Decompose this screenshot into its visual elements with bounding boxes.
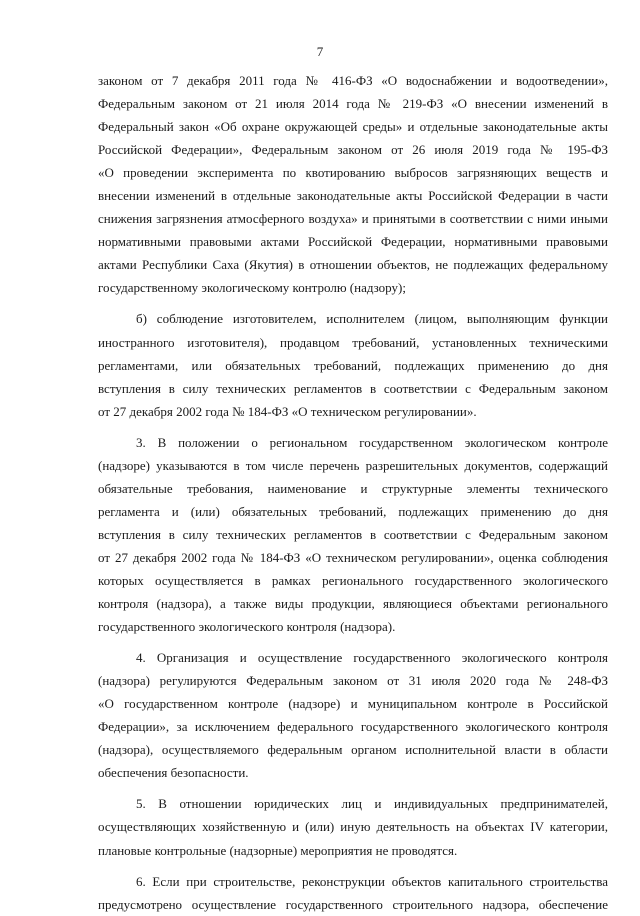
text-line: (надзора), осуществляемого федеральным органом исполнительной власти в области bbox=[98, 742, 608, 758]
text-line: Российской Федерации», Федеральным законом от 26 июля 2019 года № 195-ФЗ bbox=[98, 142, 608, 158]
text-line: от 27 декабря 2002 года № 184-ФЗ «О техническом регулировании». bbox=[98, 403, 477, 419]
paragraph-gap bbox=[98, 784, 608, 792]
page-number: 7 bbox=[316, 44, 324, 59]
text-line: государственного экологического контроля (надзора). bbox=[98, 619, 396, 635]
text-line: внесении изменений в отдельные законодательные акты Российской Федерации в части bbox=[98, 188, 608, 204]
text-line: нормативными правовыми актами Российской Федерации, нормативными правовыми bbox=[98, 234, 608, 250]
text-line: иностранного изготовителя), продавцом требований, установленных техническими bbox=[98, 334, 608, 350]
text-line: вступления в силу технических регламентов в соответствии с Федеральным законом bbox=[98, 526, 608, 542]
text-line: б) соблюдение изготовителем, исполнителем (лицом, выполняющим функции bbox=[136, 311, 608, 327]
text-line: «О государственном контроле (надзоре) и муниципальном контроле в Российской bbox=[98, 696, 608, 712]
paragraph-gap bbox=[98, 423, 608, 431]
text-line: Федерации», за исключением федерального государственного экологического контроля bbox=[98, 719, 608, 735]
text-line: осуществляющих хозяйственную и (или) иную деятельность на объектах IV категории, bbox=[98, 819, 608, 835]
document-body bbox=[98, 69, 608, 916]
text-line: плановые контрольные (надзорные) мероприятия не проводятся. bbox=[98, 842, 458, 858]
paragraph-gap bbox=[98, 862, 608, 870]
text-line: законом от 7 декабря 2011 года № 416-ФЗ «О водоснабжении и водоотведении», bbox=[98, 73, 608, 88]
text-line: Федеральный закон «Об охране окружающей среды» и отдельные законодательные акты bbox=[98, 119, 608, 135]
text-line: 4. Организация и осуществление государственного экологического контроля bbox=[136, 650, 608, 666]
text-line: (надзора) регулируются Федеральным законом от 31 июля 2020 года № 248-ФЗ bbox=[98, 673, 608, 689]
text-line: регламентами, или обязательных требований, подлежащих применению до дня bbox=[98, 357, 608, 373]
text-line: 5. В отношении юридических лиц и индивидуальных предпринимателей, bbox=[136, 796, 608, 812]
text-line: государственному экологическому контролю (надзору); bbox=[98, 280, 406, 296]
text-line: обязательные требования, наименование и структурные элементы технического bbox=[98, 480, 608, 496]
text-line: которых осуществляется в рамках регионального государственного экологического bbox=[98, 572, 608, 588]
text-line: контроля (надзора), а также виды продукции, являющиеся объектами регионального bbox=[98, 596, 608, 612]
text-line: вступления в силу технических регламентов в соответствии с Федеральным законом bbox=[98, 380, 608, 396]
text-line: регламента и (или) обязательных требований, подлежащих применению до дня bbox=[98, 503, 608, 519]
text-line: Федеральным законом от 21 июля 2014 года № 219-ФЗ «О внесении изменений в bbox=[98, 96, 608, 112]
paragraph-gap bbox=[98, 299, 608, 307]
text-line: предусмотрено осуществление государственного строительного надзора, обеспечение bbox=[98, 896, 608, 912]
text-line: «О проведении эксперимента по квотированию выбросов загрязняющих веществ и bbox=[98, 165, 608, 181]
text-line: снижения загрязнения атмосферного воздуха» и принятыми в соответствии с ними иными bbox=[98, 211, 608, 227]
text-line: 6. Если при строительстве, реконструкции объектов капитального строительства bbox=[136, 873, 608, 889]
text-line: от 27 декабря 2002 года № 184-ФЗ «О техническом регулировании», оценка соблюдения bbox=[98, 549, 608, 565]
text-line: (надзоре) указываются в том числе перечень разрешительных документов, содержащий bbox=[98, 457, 608, 473]
paragraph-gap bbox=[98, 638, 608, 646]
text-line: обеспечения безопасности. bbox=[98, 765, 249, 781]
text-line: актами Республики Саха (Якутия) в отношении объектов, не подлежащих федеральному bbox=[98, 257, 608, 273]
text-line: 3. В положении о региональном государственном экологическом контроле bbox=[136, 434, 608, 450]
